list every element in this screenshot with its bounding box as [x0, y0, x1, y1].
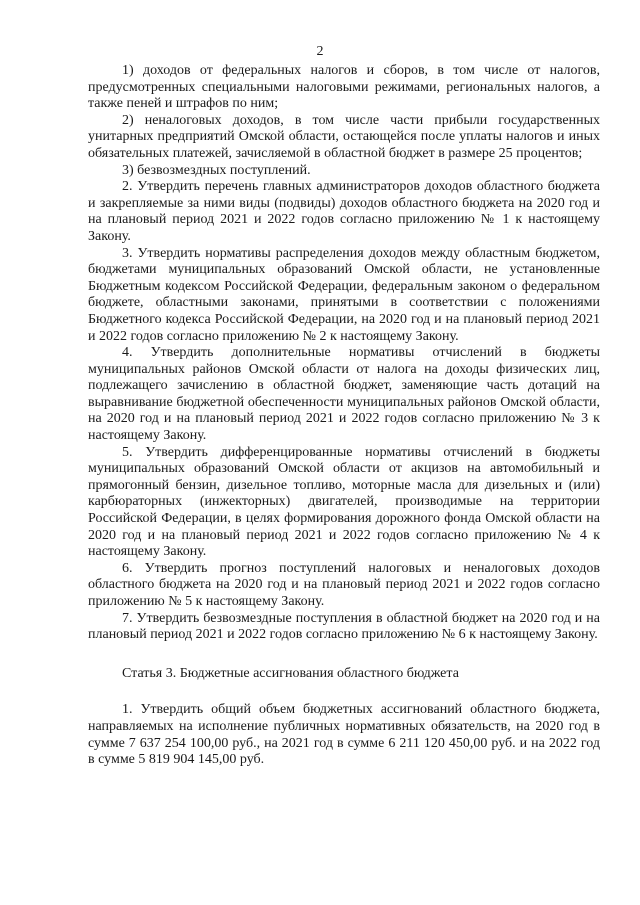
article-heading: Статья 3. Бюджетные ассигнования областного бюджета — [122, 665, 459, 681]
paragraph-gratuitous-receipts: 3) безвозмездных поступлений. — [122, 162, 311, 178]
document-body — [88, 63, 600, 769]
paragraph-item-6: 6. Утвердить прогноз поступлений налоговых и неналоговых доходов областного бюджета на 2020 год и на плановый период 2021 и 2022 годов согласно приложению № 5 к настоящему Закону. — [88, 560, 600, 609]
paragraph-item-5: 5. Утвердить дифференцированные нормативы отчислений в бюджеты муниципальных образований Омской области от акцизов на автомобильный и прямогонный бензин, дизельное топливо, моторные масла для дизельных и (или) карбюраторных (инжекторных) двигателей, производимые на территории Российской Федерации, в целях формирования дорожного фонда Омской области на 2020 год и на плановый период 2021 и 2022 годов согласно приложению № 4 к настоящему Закону. — [88, 444, 600, 560]
page-number: 2 — [316, 44, 324, 59]
paragraph-non-tax-income: 2) неналоговых доходов, в том числе части прибыли государственных унитарных предприятий Омской области, остающейся после уплаты налогов и иных обязательных платежей, зачисляемой в областной бюджет в размере 25 процентов; — [88, 112, 600, 161]
paragraph-item-7: 7. Утвердить безвозмездные поступления в областной бюджет на 2020 год и на плановый период 2021 и 2022 годов согласно приложению № 6 к настоящему Закону. — [88, 610, 600, 643]
paragraph-article3-item-1: 1. Утвердить общий объем бюджетных ассигнований областного бюджета, направляемых на исполнение публичных нормативных обязательств, на 2020 год в сумме 7 637 254 100,00 руб., на 2021 год в сумме 6 211 120 450,00 руб. и на 2022 год в сумме 5 819 904 145,00 руб. — [88, 702, 600, 768]
paragraph-item-3: 3. Утвердить нормативы распределения доходов между областным бюджетом, бюджетами муниципальных образований Омской области, не установленные Бюджетным кодексом Российской Федерации, федеральным законом о федеральном бюджете, областными законами, принятыми в соответствии с положениями Бюджетного кодекса Российской Федерации, на 2020 год и на плановый период 2021 и 2022 годов согласно приложению № 2 к настоящему Закону. — [88, 245, 600, 344]
paragraph-item-2: 2. Утвердить перечень главных администраторов доходов областного бюджета и закрепляемые за ними виды (подвиды) доходов областного бюджета на 2020 год и на плановый период 2021 и 2022 годов согласно приложению № 1 к настоящему Закону. — [88, 179, 600, 244]
paragraph-item-4: 4. Утвердить дополнительные нормативы отчислений в бюджеты муниципальных районов Омской области от налога на доходы физических лиц, подлежащего зачислению в областной бюджет, заменяющие часть дотаций на выравнивание бюджетной обеспеченности муниципальных районов Омской области, на 2020 год и на плановый период 2021 и 2022 годов согласно приложению № 3 к настоящему Закону. — [88, 345, 600, 444]
paragraph-income-federal-taxes: 1) доходов от федеральных налогов и сборов, в том числе от налогов, предусмотренных специальными налоговыми режимами, региональных налогов, а также пеней и штрафов по ним; — [88, 63, 600, 112]
